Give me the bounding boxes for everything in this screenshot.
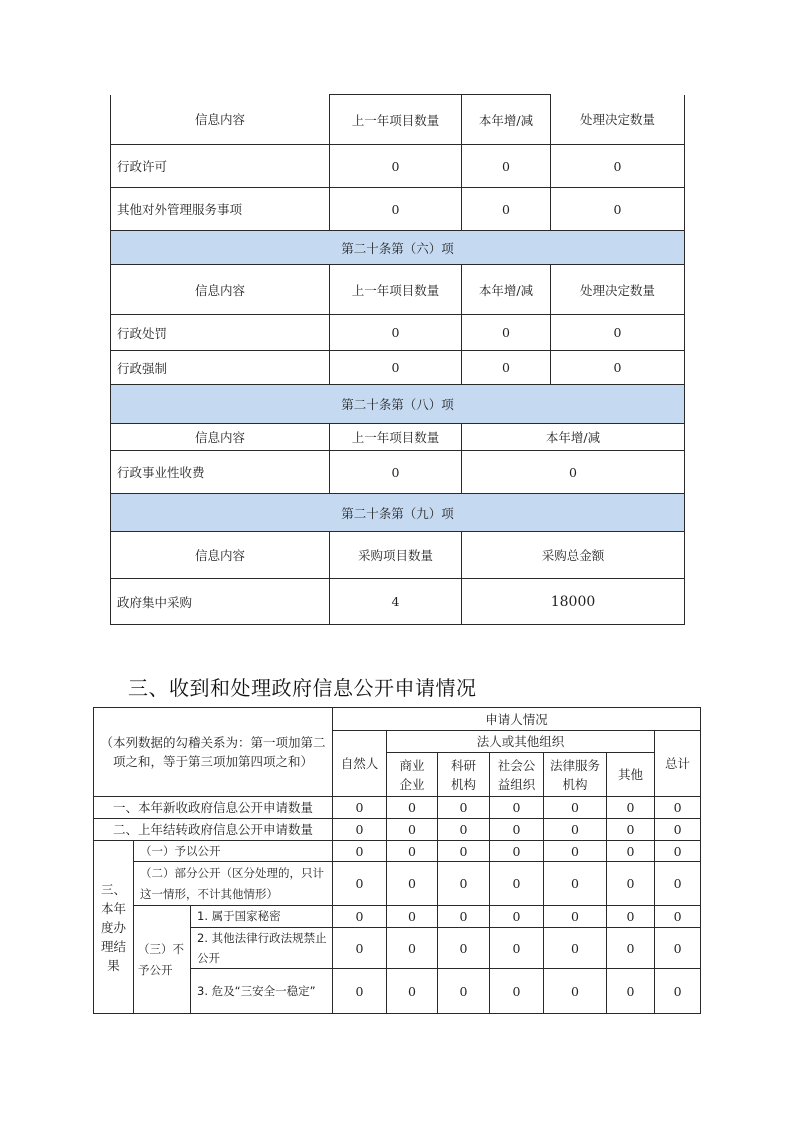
cell-value: 0 xyxy=(544,819,607,841)
cell-value: 0 xyxy=(333,906,387,928)
cell-value: 0 xyxy=(333,797,387,819)
cell-value: 0 xyxy=(490,906,544,928)
table-header-row xyxy=(111,532,685,579)
cell-value: 0 xyxy=(544,862,607,906)
cell-value: 0 xyxy=(387,797,438,819)
table-header-row xyxy=(111,424,685,451)
cell-value: 0 xyxy=(438,862,490,906)
section-row xyxy=(111,494,685,532)
cell-value: 0 xyxy=(462,351,551,385)
group-label: 三、本年度办理结果 xyxy=(94,841,134,1014)
table-row xyxy=(94,906,701,928)
header-cell: 本年增/减 xyxy=(462,95,551,145)
table-row xyxy=(111,145,685,188)
cell-value: 0 xyxy=(655,906,701,928)
cell-value: 0 xyxy=(333,862,387,906)
cell-value: 18000 xyxy=(462,579,685,625)
cell-value: 0 xyxy=(462,451,685,494)
cell-value: 0 xyxy=(387,862,438,906)
table-row xyxy=(111,579,685,625)
row-label: （一）予以公开 xyxy=(134,841,333,862)
cell-value: 0 xyxy=(387,969,438,1014)
cell-value: 0 xyxy=(490,797,544,819)
cell-value: 0 xyxy=(607,862,655,906)
header-cell: 申请人情况 xyxy=(333,708,701,731)
table-row xyxy=(111,188,685,231)
cell-value: 0 xyxy=(551,145,685,188)
cell-value: 4 xyxy=(330,579,462,625)
header-cell: 总计 xyxy=(655,731,701,797)
disclosure-table-1 xyxy=(110,94,685,625)
header-cell: 信息内容 xyxy=(111,95,330,145)
cell-value: 0 xyxy=(330,451,462,494)
header-cell: 自然人 xyxy=(333,731,387,797)
cell-value: 0 xyxy=(462,145,551,188)
cell-value: 0 xyxy=(544,928,607,969)
row-label: 行政处罚 xyxy=(111,315,330,351)
cell-value: 0 xyxy=(607,906,655,928)
cell-value: 0 xyxy=(333,928,387,969)
cell-value: 0 xyxy=(387,906,438,928)
cell-value: 0 xyxy=(438,928,490,969)
row-label: 一、本年新收政府信息公开申请数量 xyxy=(94,797,333,819)
cell-value: 0 xyxy=(387,819,438,841)
cell-value: 0 xyxy=(655,841,701,862)
table-row xyxy=(111,351,685,385)
cell-value: 0 xyxy=(462,188,551,231)
header-cell: 信息内容 xyxy=(111,532,330,579)
table-header-row xyxy=(111,265,685,315)
cell-value: 0 xyxy=(387,928,438,969)
cell-value: 0 xyxy=(438,797,490,819)
cell-value: 0 xyxy=(655,928,701,969)
cell-value: 0 xyxy=(490,819,544,841)
section-heading: 三、收到和处理政府信息公开申请情况 xyxy=(128,676,477,700)
header-cell: 信息内容 xyxy=(111,424,330,451)
group-label: （三）不予公开 xyxy=(134,906,191,1014)
header-cell: 上一年项目数量 xyxy=(330,95,462,145)
cell-value: 0 xyxy=(607,819,655,841)
section-row xyxy=(111,231,685,265)
cell-value: 0 xyxy=(607,928,655,969)
table-row xyxy=(111,451,685,494)
cell-value: 0 xyxy=(490,969,544,1014)
cell-value: 0 xyxy=(544,841,607,862)
header-cell: 其他 xyxy=(607,753,655,797)
header-cell: 采购项目数量 xyxy=(330,532,462,579)
header-cell: 本年增/减 xyxy=(462,265,551,315)
row-label: 2. 其他法律行政法规禁止公开 xyxy=(191,928,333,969)
cell-value: 0 xyxy=(544,969,607,1014)
row-label: 政府集中采购 xyxy=(111,579,330,625)
table-header-row xyxy=(94,708,701,731)
cell-value: 0 xyxy=(438,841,490,862)
cell-value: 0 xyxy=(462,315,551,351)
row-label: 行政许可 xyxy=(111,145,330,188)
header-cell: 科研机构 xyxy=(438,753,490,797)
header-cell: 处理决定数量 xyxy=(551,95,685,145)
table-row xyxy=(94,841,701,862)
header-cell: 上一年项目数量 xyxy=(330,424,462,451)
cell-value: 0 xyxy=(330,351,462,385)
cell-value: 0 xyxy=(607,969,655,1014)
row-label: 行政强制 xyxy=(111,351,330,385)
header-cell: 社会公益组织 xyxy=(490,753,544,797)
header-cell: 法律服务机构 xyxy=(544,753,607,797)
row-label: 其他对外管理服务事项 xyxy=(111,188,330,231)
cell-value: 0 xyxy=(544,797,607,819)
section-title: 第二十条第（九）项 xyxy=(111,494,685,532)
cell-value: 0 xyxy=(330,188,462,231)
section-row xyxy=(111,385,685,424)
cell-value: 0 xyxy=(490,928,544,969)
cell-value: 0 xyxy=(655,862,701,906)
header-cell: 商业企业 xyxy=(387,753,438,797)
cell-value: 0 xyxy=(438,819,490,841)
cell-value: 0 xyxy=(333,841,387,862)
cell-value: 0 xyxy=(551,315,685,351)
cell-value: 0 xyxy=(607,797,655,819)
table-header-row xyxy=(111,95,685,145)
cell-value: 0 xyxy=(330,315,462,351)
header-cell: 采购总金额 xyxy=(462,532,685,579)
header-cell: 法人或其他组织 xyxy=(387,731,655,753)
section-title: 第二十条第（六）项 xyxy=(111,231,685,265)
header-cell: 上一年项目数量 xyxy=(330,265,462,315)
cell-value: 0 xyxy=(438,969,490,1014)
header-cell: 信息内容 xyxy=(111,265,330,315)
row-label: 1. 属于国家秘密 xyxy=(191,906,333,928)
disclosure-table-2 xyxy=(93,707,701,1014)
header-cell: 本年增/减 xyxy=(462,424,685,451)
row-label: （二）部分公开（区分处理的，只计这一情形，不计其他情形） xyxy=(134,862,333,906)
cell-value: 0 xyxy=(551,351,685,385)
row-label: 行政事业性收费 xyxy=(111,451,330,494)
cell-value: 0 xyxy=(655,969,701,1014)
table-row xyxy=(94,862,701,906)
note-cell: （本列数据的勾稽关系为：第一项加第二项之和，等于第三项加第四项之和） xyxy=(94,708,333,797)
cell-value: 0 xyxy=(330,145,462,188)
cell-value: 0 xyxy=(333,819,387,841)
cell-value: 0 xyxy=(333,969,387,1014)
cell-value: 0 xyxy=(544,906,607,928)
cell-value: 0 xyxy=(655,797,701,819)
table-row xyxy=(94,819,701,841)
header-cell: 处理决定数量 xyxy=(551,265,685,315)
cell-value: 0 xyxy=(490,841,544,862)
cell-value: 0 xyxy=(387,841,438,862)
cell-value: 0 xyxy=(438,906,490,928)
row-label: 二、上年结转政府信息公开申请数量 xyxy=(94,819,333,841)
section-title: 第二十条第（八）项 xyxy=(111,385,685,424)
cell-value: 0 xyxy=(607,841,655,862)
table-row xyxy=(111,315,685,351)
row-label: 3. 危及“三安全一稳定” xyxy=(191,969,333,1014)
cell-value: 0 xyxy=(655,819,701,841)
table-row xyxy=(94,797,701,819)
cell-value: 0 xyxy=(551,188,685,231)
cell-value: 0 xyxy=(490,862,544,906)
